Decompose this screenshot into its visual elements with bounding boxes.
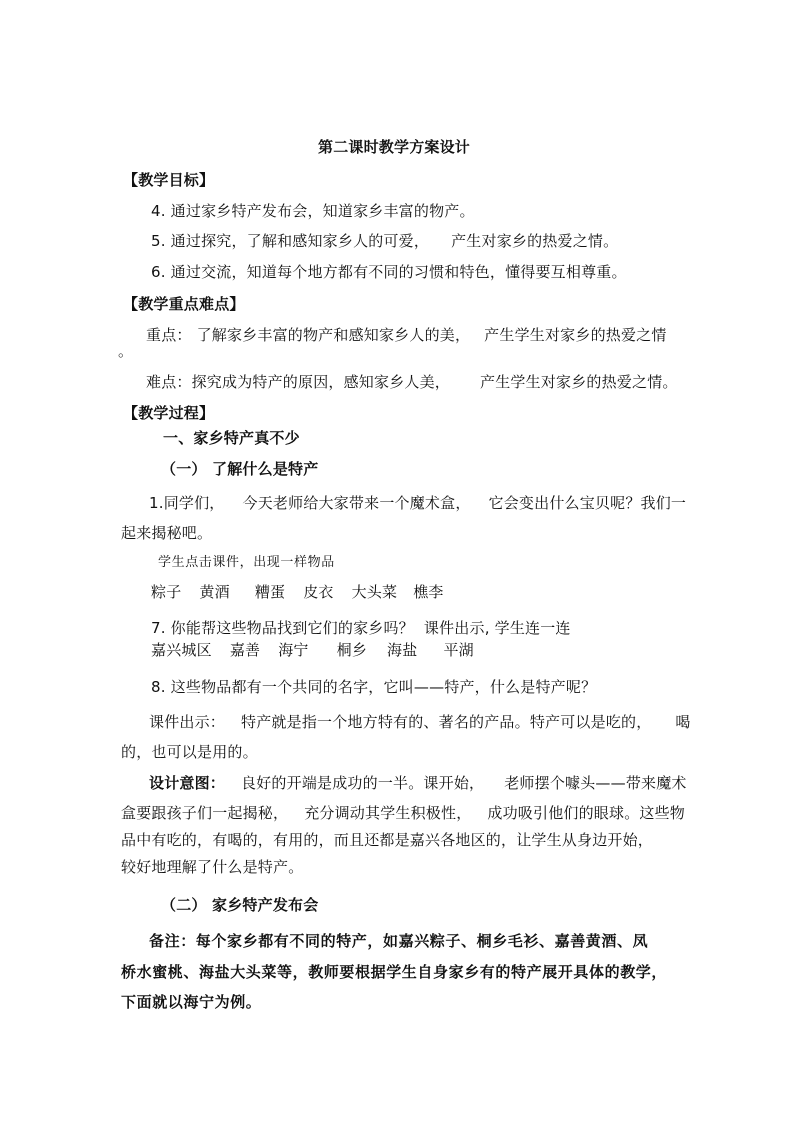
place-tongxiang: 桐乡 [336,641,368,659]
item-list [151,582,444,602]
intent-line2-b: 充分调动其学生积极性， [304,804,472,822]
item-zongzi: 粽子 [151,583,182,601]
place-jiashan: 嘉善 [229,641,261,659]
paragraph-1 [149,493,686,513]
paragraph-1-line-2: 起来揭秘吧。 [121,524,213,542]
place-list [151,640,474,660]
item-datoucai: 大头菜 [351,583,398,601]
p1-part-c: 它会变出什么宝贝呢？我们一 [488,494,687,512]
intent-text-a: 良好的开端是成功的一半。课开始， [241,774,485,792]
intent-line2-a: 盒要跟孩子们一起揭秘， [121,804,289,822]
focus-text-a: 重点： 了解家乡丰富的物产和感知家乡人的美， [146,326,471,344]
subsection-2-heading: （二） 家乡特产发布会 [161,896,319,914]
p1-part-a: 1.同学们， [149,494,225,512]
focus-line [146,325,667,345]
definition-text: 特产就是指一个地方特有的、著名的产品。特产可以是吃的， [241,713,652,731]
courseware-note: 学生点击课件，出现一样物品 [158,555,335,570]
place-haiyan: 海盐 [387,641,418,659]
item-zaodan: 糟蛋 [254,583,286,601]
goal-item-5-tail: 产生对家乡的热爱之情。 [451,232,619,250]
remark-line-2: 桥水蜜桃、海盐大头菜等，教师要根据学生自身家乡有的特产展开具体的教学， [121,963,668,981]
definition-line-2: 的，也可以是用的。 [121,743,258,761]
page-title: 第二课时教学方案设计 [318,138,471,156]
goal-item-6: 6. 通过交流，知道每个地方都有不同的习惯和特色，懂得要互相尊重。 [151,263,627,281]
place-pinghu: 平湖 [443,641,474,659]
remark-line-3: 下面就以海宁为例。 [121,993,262,1011]
definition-line [149,712,691,732]
remark-line-1: 备注：每个家乡都有不同的特产，如嘉兴粽子、桐乡毛衫、嘉善黄酒、凤 [149,932,649,950]
definition-label: 课件出示： [149,713,226,731]
q7-note: 课件出示, 学生连一连 [423,619,571,637]
q7-text: 7. 你能帮这些物品找到它们的家乡吗？ [151,619,414,637]
intent-text-b: 老师摆个噱头——带来魔术 [504,774,687,792]
subsection-1-heading: （一） 了解什么是特产 [161,460,319,478]
goal-item-4: 4. 通过家乡特产发布会，知道家乡丰富的物产。 [151,202,475,220]
key-points-heading: 【教学重点难点】 [123,295,245,313]
question-8: 8. 这些物品都有一个共同的名字，它叫——特产，什么是特产呢？ [151,678,597,696]
difficulty-text-b: 产生学生对家乡的热爱之情。 [480,373,678,391]
design-intent-line-1 [149,773,687,793]
design-intent-line-2 [121,803,685,823]
focus-line-end: 。 [118,342,134,360]
place-jiaxing: 嘉兴城区 [151,641,212,659]
design-intent-line-4: 较好地理解了什么是特产。 [121,858,304,876]
difficulty-text-a: 难点：探究成为特产的原因，感知家乡人美， [146,373,451,391]
question-7 [151,618,571,638]
goals-heading: 【教学目标】 [123,171,215,189]
item-huangjiu: 黄酒 [199,583,230,601]
intent-line2-c: 成功吸引他们的眼球。这些物 [487,804,686,822]
p1-part-b: 今天老师给大家带来一个魔术盒， [242,494,471,512]
goal-item-5 [151,231,618,251]
place-haining: 海宁 [278,641,309,659]
difficulty-line [146,372,678,392]
definition-tail: 喝 [675,713,691,731]
section-1-heading: 一、家乡特产真不少 [163,429,300,447]
focus-text-b: 产生学生对家乡的热爱之情 [484,326,667,344]
item-qiaoli: 樵李 [413,583,444,601]
design-intent-line-3: 品中有吃的，有喝的，有用的，而且还都是嘉兴各地区的，让学生从身边开始， [121,831,654,849]
item-piyi: 皮衣 [303,583,334,601]
design-intent-label: 设计意图： [149,774,226,792]
process-heading: 【教学过程】 [123,404,215,422]
goal-item-5-text: 5. 通过探究，了解和感知家乡人的可爱， [151,232,430,250]
